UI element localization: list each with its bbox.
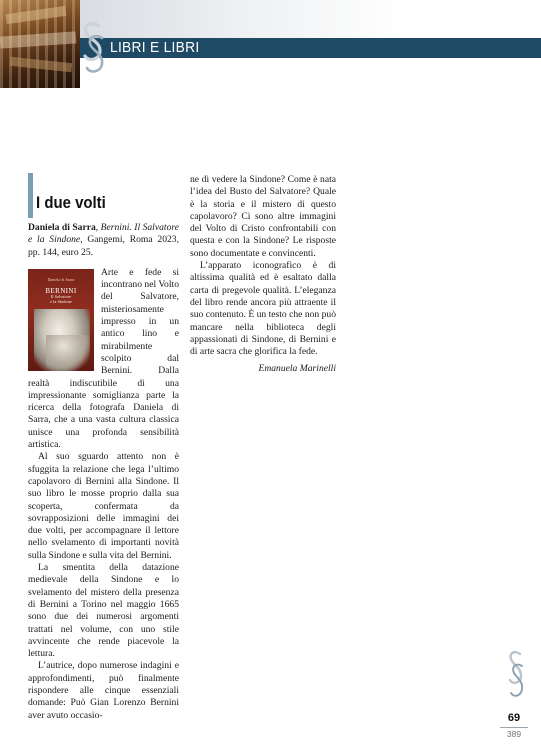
cover-author: Daniela di Sarra [47,277,75,282]
cover-bust-body [46,335,90,371]
citation-book-title: Bernini. Il Salvatore e la Sindone [28,222,180,246]
cover-title: BERNINI [45,286,77,295]
paragraph: ne di vedere la Sindone? Come è nata l’idea del Busto del Salvatore? Quale è la storia e il mistero di questo capolavoro? Ci sono altre immagini del Volto di Cristo confrontabili con questa e con la Sindone? Le risposte sono documentate e convincenti. [190,174,336,259]
header-background [80,0,541,38]
cover-subtitle-line: Il Salvatore [50,293,72,299]
book-shape [10,57,73,72]
paragraph: Arte e fede si incontrano nel Volto del Salvatore, misteriosamente impresso in un antico lino e mirabilmente scolpito dal Bernini. Dalla realtà indiscutibile di una impressionante somiglianza parte la ricerca della fotografa Daniela di Sarra, che a una vasta cultura classica unisce una profonda sensibilità artistica. [28,266,179,451]
paragraph: L’autrice, dopo numerose indagini e approfondimenti, può finalmente rispondere alle cinque essenziali domande: Può Gian Lorenzo Bernini aver avuto occasio- [28,660,179,721]
article-title-block [28,173,179,218]
section-title: LIBRI E LIBRI [110,39,200,56]
paragraph: L’apparato iconografico è di altissima qualità ed è esaltato dalla carta di pregevole qualità. L’eleganza del libro rende ancora più attraente il suo contenuto. È un testo che non può mancare nella biblioteca degli appassionati di Sindone, di Bernini e di arte sacra che glorifica la fede. [190,260,337,358]
paragraph: La smentita della datazione medievale della Sindone e lo svelamento del mistero della presenza di Bernini a Torino nel maggio 1665 sono due dei numerosi argomenti trattati nel volume, con uno stile avvincente che rende piacevole la lettura. [28,562,179,660]
book-shape [0,31,76,48]
s-ampersand-logo-icon [507,648,525,700]
book-cover-image [28,269,94,371]
page-number-divider [500,727,528,728]
book-shape [6,6,67,24]
cover-subtitle-line: e la Sindone [50,298,72,304]
book-citation [28,222,179,259]
header-books-photo [0,0,80,88]
left-column [28,222,179,722]
s-ampersand-logo-icon [80,18,106,76]
section-header-bar [80,38,541,58]
author-signature: Emanuela Marinelli [258,363,336,375]
title-accent-bar [28,173,33,218]
citation-publisher: , Gangemi, Roma 2023, pp. 144, euro 25. [28,234,179,258]
article-title: I due volti [36,193,106,212]
citation-author: Daniela di Sarra [28,222,96,233]
citation-separator: , [95,222,101,233]
paragraph: Al suo sguardo attento non è sfuggita la relazione che lega l’ultimo capolavoro di Bernini alla Sindone. Il suo libro le mosse proprio dalla sua scoperta, confermata da sovrapposizioni delle immagini dei due volti, per accompagnare il lettore nello svelamento di importanti novità sulla Sindone e sulla vita del Bernini. [28,451,179,561]
cover-subtitle [28,294,94,304]
right-column [190,174,336,376]
page-number-secondary: 389 [506,729,522,739]
page-number: 69 [507,712,521,724]
